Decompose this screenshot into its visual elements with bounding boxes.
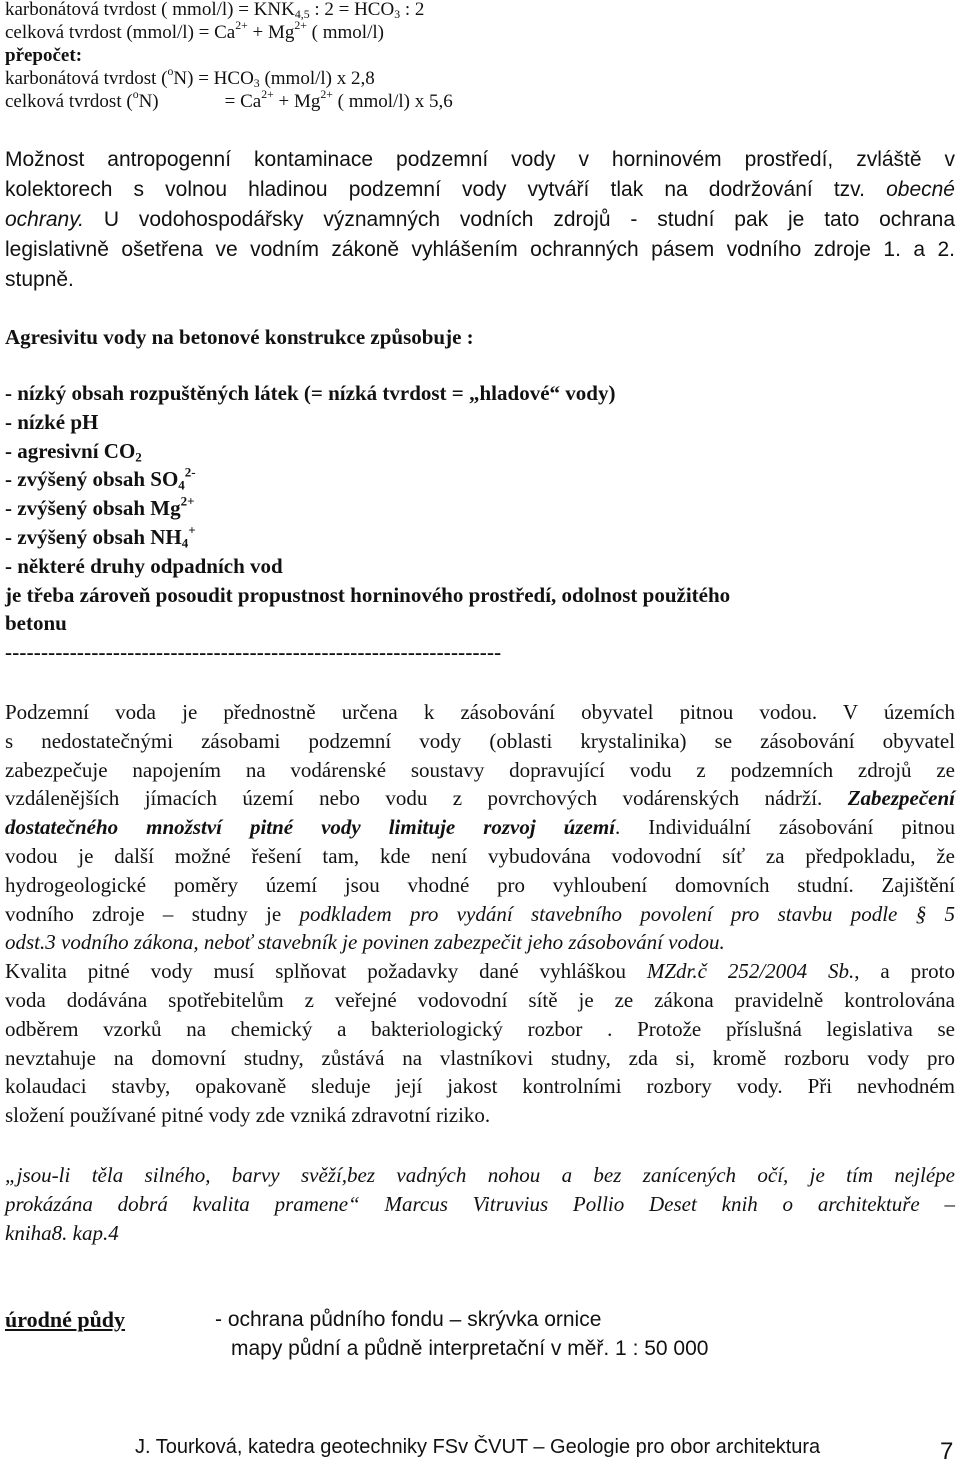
formula-line-5: celková tvrdost $(^oN) = Ca^{2+} + Mg^{2+}$ ( mmol/l) x 5,6 [5, 88, 453, 112]
list-item: - zvýšený obsah $SO_4^{2-}$ [5, 464, 196, 493]
list-item: - některé druhy odpadních vod [5, 553, 283, 578]
assessment-note-line-2: betonu [5, 611, 67, 636]
paragraph-contamination: Možnost antropogenní kontaminace podzemní vody v horninovém prostředí, zvláště v kolektorech s volnou hladinou podzemní vody vytváří tlak na dodržování tzv. obecné ochrany. U vodohospodářsky významných vodních zdrojů - studní pak je tato ochrana legislativně ošetřena ve vodním zákoně vyhlášením ochranných pásem vodního zdroje 1. a 2. stupně. [5, 148, 955, 291]
list-item: - zvýšený obsah $NH_4^+$ [5, 522, 196, 551]
dash-separator: --------------------------------------------------------------------- [5, 640, 502, 665]
soils-desc-1: - ochrana půdního fondu – skrývka ornice [215, 1308, 602, 1331]
aggressivity-title: Agresivitu vody na betonové konstrukce způsobuje : [5, 325, 474, 349]
formula-line-1: karbonátová tvrdost ( mmol/l) = $KNK_{4,5}$ : $2 = HCO_3$ : 2 [5, 0, 425, 21]
formula-heading-prepocet: přepočet: [5, 45, 83, 66]
formula-line-4: karbonátová tvrdost $(^oN) = HCO_3$ (mmol/l) x 2,8 [5, 65, 375, 90]
formula-line-2: celková tvrdost (mmol/l) = $Ca^{2+} + Mg^{2+}$ ( mmol/l) [5, 19, 384, 43]
paragraph-water-supply: Podzemní voda je přednostně určena k zásobování obyvatel pitnou vodou. V územích s nedostatečnými zásobami podzemní vody (oblasti krystalinika) se zásobování obyvatel zabezpečuje napojením na vodárenské soustavy dopravující vodu z podzemních zdrojů ze vzdálenějších jímacích území nebo vodu z povrchových vodárenských nádrží. Zabezpečení dostatečného množství pitné vody limituje rozvoj území. Individuální zásobování pitnou vodou je další možné řešení tam, kde není vybudována vodovodní síť za předpokladu, že hydrogeologické poměry území jsou vhodné pro vyhloubení domovních studní. Zajištění vodního zdroje – studny je podkladem pro vydání stavebního povolení pro stavbu podle § 5 odst.3 vodního zákona, neboť stavebník je povinen zabezpečit jeho zásobování vodou. Kvalita pitné vody musí splňovat požadavky dané vyhláškou MZdr.č 252/2004 Sb., a proto voda dodávána spotřebitelům z veřejné vodovodní sítě je ze zákona pravidelně kontrolována odběrem vzorků na chemický a bakteriologický rozbor . Protože příslušná legislativa se nevztahuje na domovní studny, zůstává na vlastníkovi studny, zda si, kromě rozboru vody pro kolaudaci stavby, opakovaně sleduje její jakost kontrolními rozbory vody. Při nevhodném složení používané pitné vody zde vzniká zdravotní riziko. [5, 700, 956, 1128]
aggressivity-list [5, 379, 955, 667]
assessment-note-line-1: je třeba zároveň posoudit propustnost horninového prostředí, odolnost použitého [5, 582, 731, 607]
list-item: - nízké pH [5, 409, 99, 434]
list-item: - zvýšený obsah $Mg^{2+}$ [5, 493, 195, 521]
page-number: 7 [940, 1438, 954, 1465]
vitruvius-quote: „jsou-li těla silného, barvy svěží,bez vadných nohou a bez zanícených očí, je tím nejlépe prokázána dobrá kvalita pramene“ Marcus Vitruvius Pollio Deset knih o architektuře – kniha8. kap.4 [5, 1163, 955, 1245]
soils-desc-2: mapy půdní a půdně interpretační v měř. 1 : 50 000 [231, 1337, 709, 1360]
list-item: - agresivní $CO_2$ [5, 438, 142, 464]
soils-label: úrodné půdy [5, 1307, 126, 1332]
page-footer: J. Tourková, katedra geotechniky FSv ČVUT – Geologie pro obor architektura [135, 1436, 821, 1458]
list-item: - nízký obsah rozpuštěných látek (= nízká tvrdost = „hladové“ vody) [5, 381, 616, 405]
